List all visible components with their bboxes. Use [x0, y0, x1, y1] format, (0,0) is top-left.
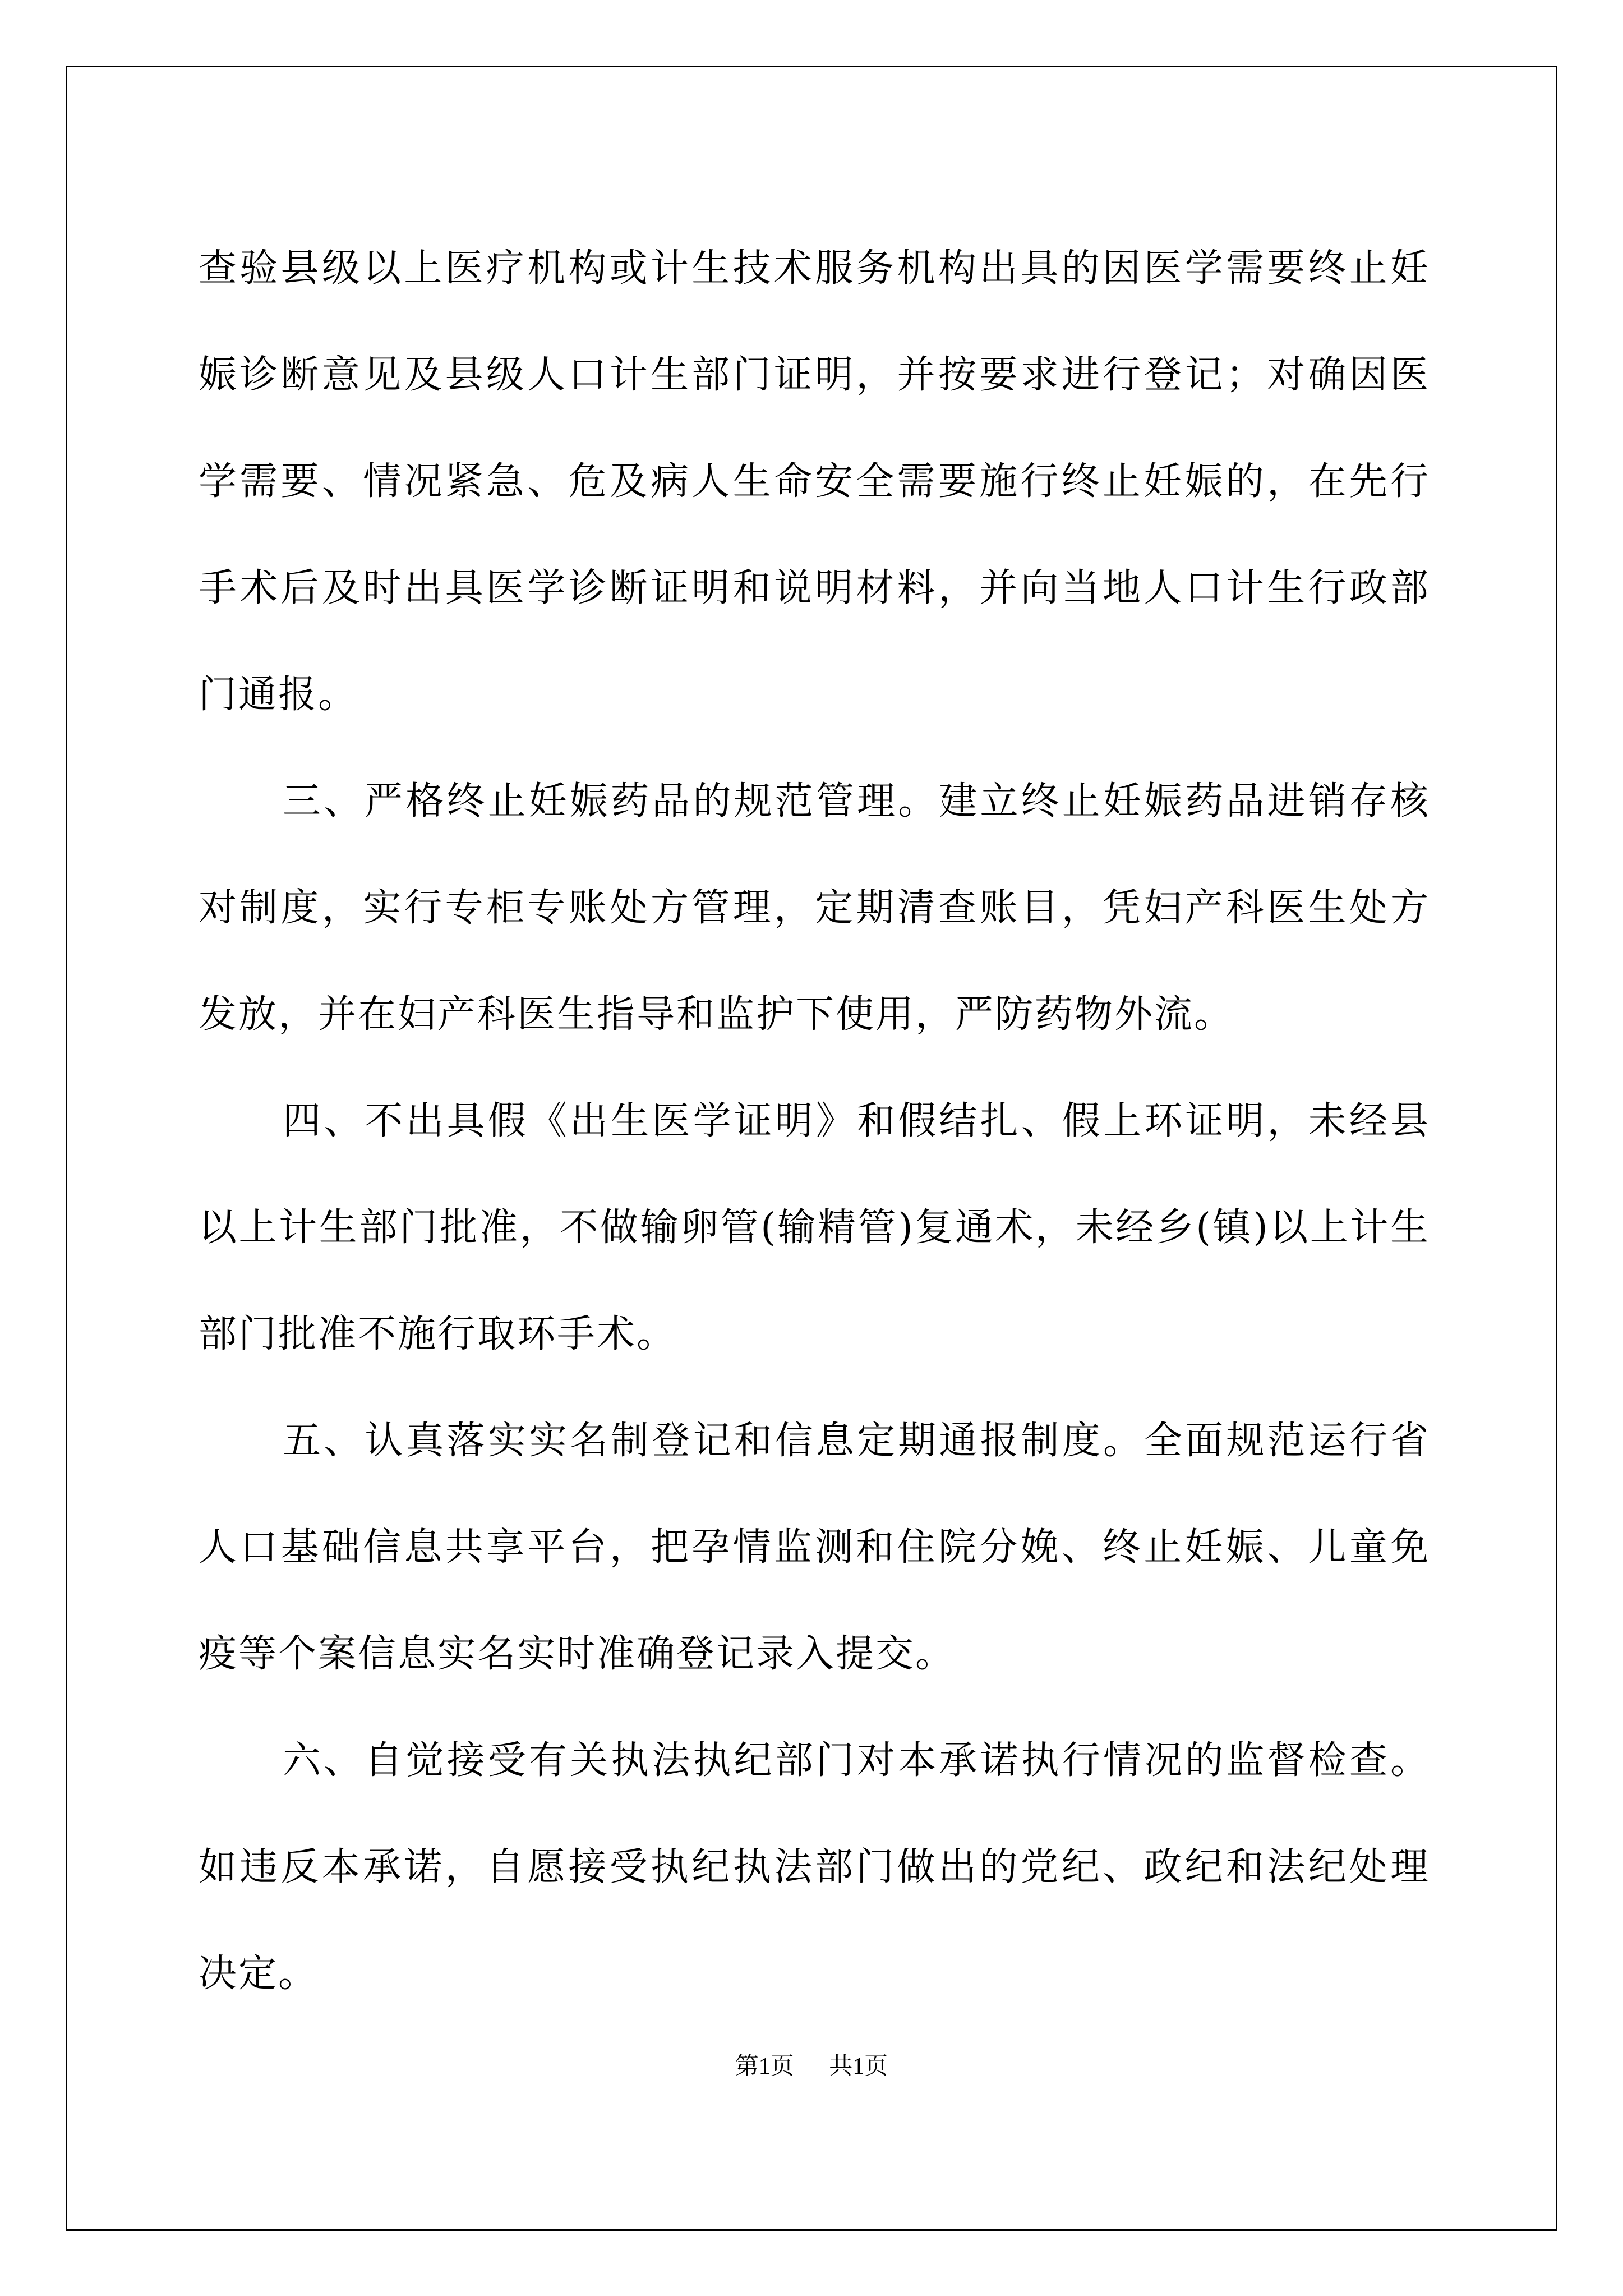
page-number: 第1页: [735, 2054, 794, 2079]
paragraph-item-6: 六、自觉接受有关执法执纪部门对本承诺执行情况的监督检查。如违反本承诺，自愿接受执纪执法部门做出的党纪、政纪和法纪处理决定。: [199, 1738, 1430, 1996]
paragraph-item-4: 四、不出具假《出生医学证明》和假结扎、假上环证明，未经县以上计生部门批准，不做输卵管(输精管)复通术，未经乡(镇)以上计生部门批准不施行取环手术。: [199, 1099, 1430, 1356]
document-body: [199, 215, 1430, 2027]
page-footer: [0, 2047, 1623, 2081]
paragraph-item-5: 五、认真落实实名制登记和信息定期通报制度。全面规范运行省人口基础信息共享平台，把孕情监测和住院分娩、终止妊娠、儿童免疫等个案信息实名实时准确登记录入提交。: [199, 1419, 1430, 1676]
paragraph-item-3: 三、严格终止妊娠药品的规范管理。建立终止妊娠药品进销存核对制度，实行专柜专账处方管理，定期清查账目，凭妇产科医生处方发放，并在妇产科医生指导和监护下使用，严防药物外流。: [199, 779, 1430, 1037]
page-total: 共1页: [829, 2054, 888, 2079]
paragraph-continuation: 查验县级以上医疗机构或计生技术服务机构出具的因医学需要终止妊娠诊断意见及县级人口计生部门证明，并按要求进行登记；对确因医学需要、情况紧急、危及病人生命安全需要施行终止妊娠的，在先行手术后及时出具医学诊断证明和说明材料，并向当地人口计生行政部门通报。: [199, 246, 1430, 717]
